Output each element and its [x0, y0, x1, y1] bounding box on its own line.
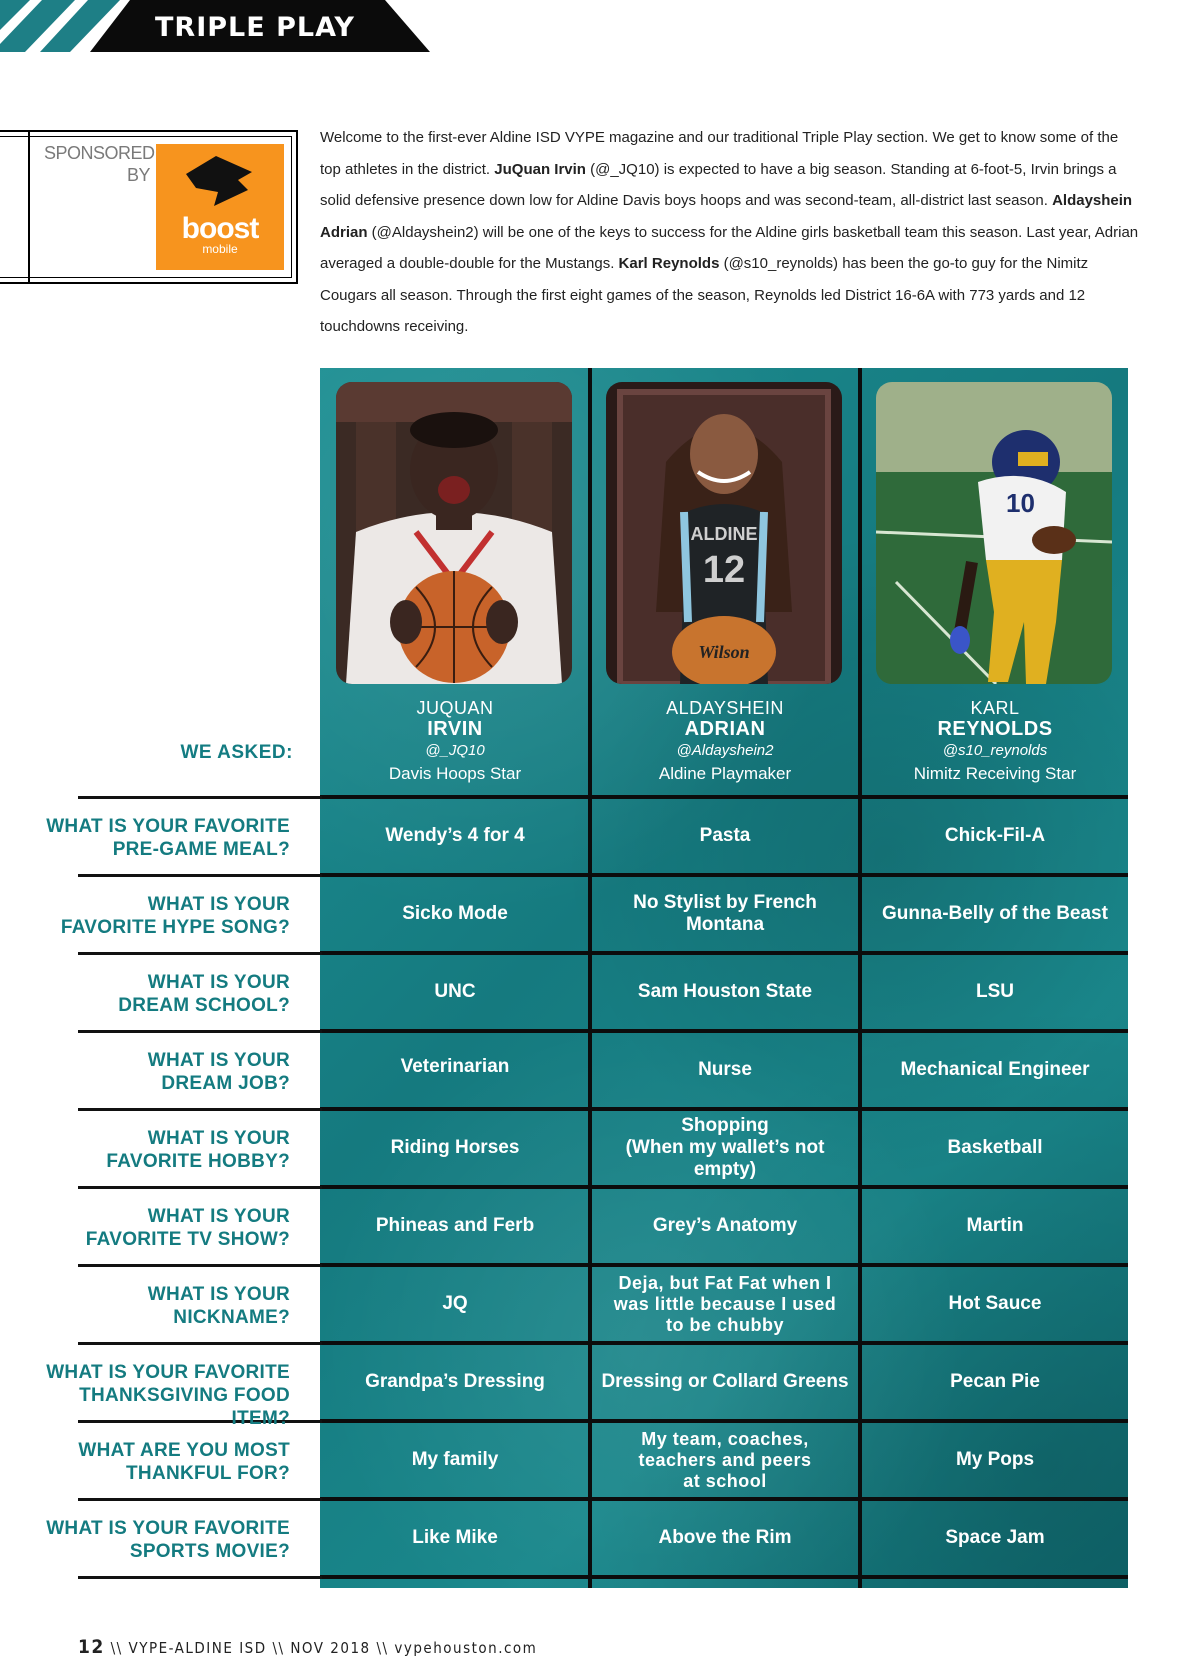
athlete-handle: @s10_reynolds — [942, 742, 1048, 759]
answer-cell: My team, coaches, teachers and peers at school — [638, 1428, 812, 1491]
athlete-card-adrian — [590, 698, 860, 786]
answer-cell: Veterinarian — [400, 1056, 510, 1077]
answer-cell: JQ — [442, 1293, 468, 1314]
athlete-card-reynolds — [860, 698, 1130, 786]
footer-date: NOV 2018 — [290, 1639, 371, 1657]
answer-cell: Nurse — [698, 1059, 752, 1080]
answer-cell: Chick-Fil-A — [944, 825, 1046, 846]
logo-subtitle: mobile — [202, 242, 238, 256]
answer-cell: Grandpa’s Dressing — [365, 1371, 545, 1392]
athlete-last-name: ADRIAN — [684, 718, 766, 740]
intro-paragraph: Welcome to the first-ever Aldine ISD VYPE magazine and our traditional Triple Play section. We get to know some of the top athletes in the district. JuQuan Irvin (@_JQ10) is expected to have a big season. Standing at 6-foot-5, Irvin brings a solid defensive presence down low for Aldine Davis boys hoops and was second-team, all-district last season. Aldayshein Adrian (@Aldayshein2) will be one of the keys to success for the Aldine girls basketball team this season. Last year, Adrian averaged a double-double for the Mustangs. Karl Reynolds (@s10_reynolds) has been the go-to guy for the Nimitz Cougars all season. Through the first eight games of the season, Reynolds led District 16-6A with 773 yards and 12 touchdowns receiving. — [320, 129, 1139, 335]
boost-mobile-logo[interactable] — [156, 144, 284, 270]
answer-cell: Pasta — [699, 825, 751, 846]
answer-cell: Shopping (When my wallet’s not empty) — [625, 1115, 825, 1180]
answer-cell: Wendy’s 4 for 4 — [385, 825, 525, 846]
footer-separator: \\ — [272, 1639, 285, 1657]
boost-arrow-icon — [156, 144, 284, 214]
footer-magazine: VYPE-ALDINE ISD — [128, 1639, 267, 1657]
answer-cell: Pecan Pie — [950, 1371, 1040, 1392]
answer-cell: Dressing or Collard Greens — [601, 1371, 849, 1392]
question-label: WHAT IS YOUR FAVORITE HOBBY? — [106, 1128, 290, 1172]
footer-separator: \\ — [110, 1639, 123, 1657]
jersey-number: 10 — [1006, 488, 1035, 518]
athlete-last-name: REYNOLDS — [937, 718, 1053, 740]
athlete-handle: @_JQ10 — [425, 742, 485, 759]
answer-cell: Space Jam — [945, 1527, 1045, 1548]
jersey-number: 12 — [702, 549, 746, 591]
section-title: TRIPLE PLAY — [155, 12, 355, 43]
ball-brand-text: Wilson — [698, 642, 750, 662]
answer-cell: Like Mike — [412, 1527, 498, 1548]
sponsored-by-label: SPONSORED BY — [44, 143, 155, 185]
answer-cell: UNC — [434, 981, 476, 1002]
answer-cell: Phineas and Ferb — [375, 1215, 535, 1236]
answer-cell: Mechanical Engineer — [900, 1059, 1090, 1080]
page-number: 12 — [78, 1636, 105, 1657]
footer-website-link[interactable]: vypehouston.com — [394, 1639, 538, 1657]
answer-cell: Basketball — [947, 1137, 1043, 1158]
athlete-last-name: IRVIN — [427, 718, 483, 740]
we-asked-label: WE ASKED: — [180, 742, 293, 763]
question-label: WHAT IS YOUR DREAM JOB? — [147, 1050, 290, 1094]
answer-cell: No Stylist by French Montana — [633, 892, 817, 935]
question-label: WHAT ARE YOU MOST THANKFUL FOR? — [78, 1440, 290, 1484]
answer-cell: My Pops — [955, 1449, 1035, 1470]
answer-cell: Sam Houston State — [637, 981, 813, 1002]
athlete-first-name: JUQUAN — [416, 698, 494, 718]
answer-cell: Riding Horses — [390, 1137, 520, 1158]
answer-cell: Deja, but Fat Fat when I was little because I used to be chubby — [613, 1272, 837, 1335]
question-label: WHAT IS YOUR FAVORITE THANKSGIVING FOOD ITEM? — [46, 1362, 290, 1429]
answer-cell: My family — [411, 1449, 499, 1470]
athlete-handle: @Aldayshein2 — [676, 742, 774, 759]
sponsor-box — [0, 130, 298, 284]
answer-cell: Grey’s Anatomy — [652, 1215, 798, 1236]
question-label: WHAT IS YOUR FAVORITE TV SHOW? — [85, 1206, 290, 1250]
athlete-photo-adrian — [606, 382, 842, 684]
athlete-first-name: KARL — [970, 698, 1020, 718]
answer-cell: Sicko Mode — [402, 903, 508, 924]
question-label: WHAT IS YOUR FAVORITE PRE-GAME MEAL? — [46, 816, 290, 860]
athlete-title: Davis Hoops Star — [388, 764, 522, 783]
athlete-first-name: ALDAYSHEIN — [666, 698, 784, 718]
jersey-text: ALDINE — [690, 524, 758, 544]
athlete-photo-reynolds — [876, 382, 1112, 684]
page-footer — [78, 1636, 537, 1657]
athlete-card-irvin — [320, 698, 590, 786]
footer-separator: \\ — [376, 1639, 389, 1657]
section-banner — [0, 0, 430, 52]
question-label: WHAT IS YOUR NICKNAME? — [147, 1284, 290, 1328]
athlete-photo-irvin — [336, 382, 572, 684]
logo-wordmark: boost — [181, 212, 259, 245]
answer-cell: Hot Sauce — [948, 1293, 1042, 1314]
question-label: WHAT IS YOUR FAVORITE HYPE SONG? — [60, 894, 290, 938]
athlete-grid — [320, 368, 1128, 1588]
question-label: WHAT IS YOUR DREAM SCHOOL? — [118, 972, 290, 1016]
answer-cell: Above the Rim — [658, 1527, 792, 1548]
answer-cell: Martin — [966, 1215, 1024, 1236]
answer-cell: LSU — [976, 981, 1014, 1002]
athlete-title: Nimitz Receiving Star — [913, 764, 1077, 783]
athlete-title: Aldine Playmaker — [658, 764, 792, 783]
answer-cell: Gunna-Belly of the Beast — [882, 903, 1108, 924]
question-label: WHAT IS YOUR FAVORITE SPORTS MOVIE? — [46, 1518, 290, 1562]
